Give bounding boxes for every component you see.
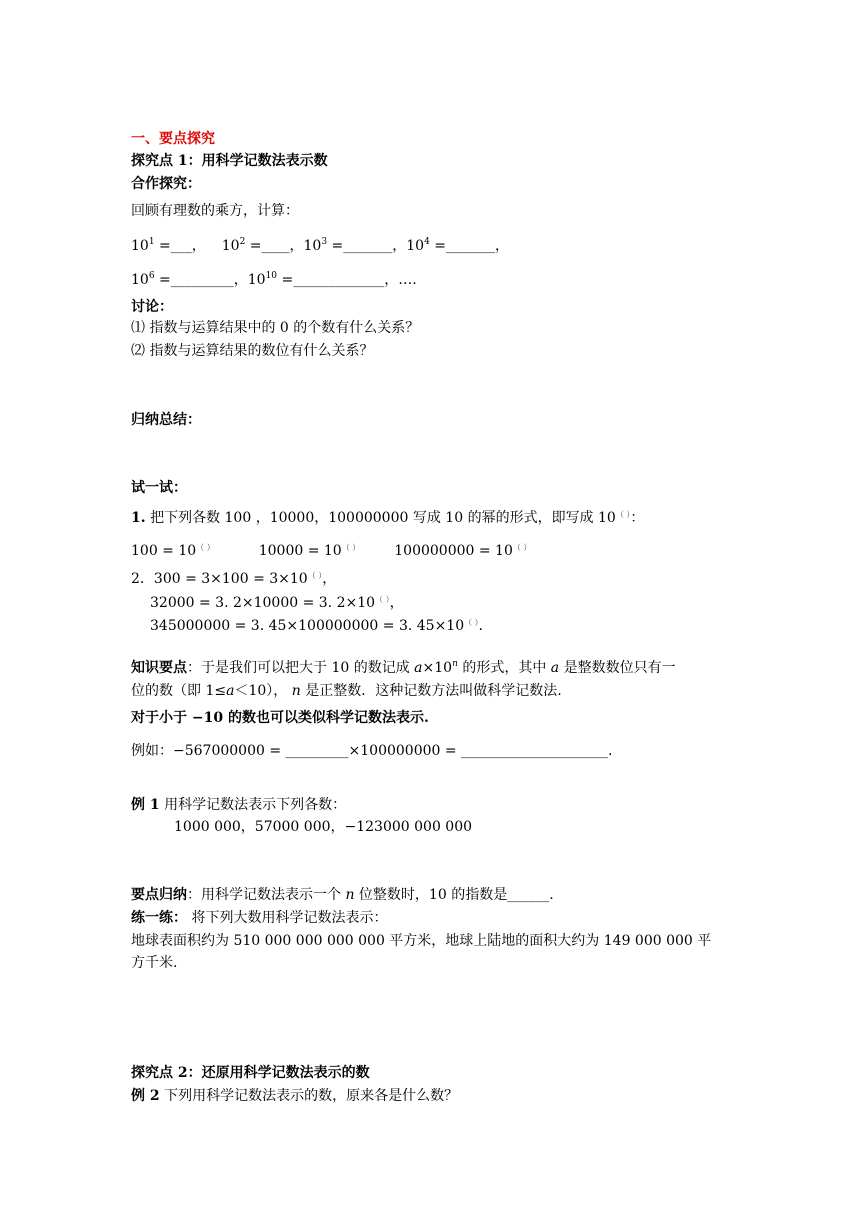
power-eq: =___， [154, 238, 206, 254]
point2-title: 探究点 2：还原用科学记数法表示的数 [131, 1065, 370, 1081]
equation-tail: ． [478, 618, 493, 634]
discuss-question-1: ⑴ 指数与运算结果中的 0 的个数有什么关系？ [131, 320, 420, 336]
knowledge-text: 的形式，其中 [457, 660, 551, 676]
question-tail: ： [630, 510, 645, 526]
earth-line-2: 方千米. [131, 955, 178, 971]
discuss-title: 讨论： [131, 299, 173, 315]
summary-2 [131, 885, 554, 905]
equation-tail: ， [322, 571, 337, 587]
try-row-1 [131, 538, 531, 561]
knowledge-text: ＜10）， [234, 683, 292, 699]
blank-parens: （ ） [615, 510, 631, 519]
blank-parens: （ ） [307, 571, 323, 580]
var-a: a [414, 660, 423, 676]
blank-parens: （ ） [341, 543, 361, 552]
power-eq: =_______， [327, 238, 407, 254]
knowledge-label: 知识要点 [131, 660, 187, 676]
example-1-label: 例 1 [131, 797, 160, 813]
summary-2-label: 要点归纳 [131, 887, 187, 903]
less-than-title: 对于小于 −10 的数也可以类似科学记数法表示. [131, 710, 429, 726]
summary-2-text: ：用科学记数法表示一个 [187, 887, 346, 903]
power-base: 10 [131, 272, 149, 288]
question-number: 1. [131, 510, 146, 526]
power-eq: =_______， [429, 238, 509, 254]
blank-parens: （ ） [512, 543, 532, 552]
knowledge-line-1 [131, 658, 676, 678]
var-n: n [345, 887, 355, 903]
power-exp: 3 [321, 237, 328, 247]
knowledge-text: 位的数（即 1≤ [131, 683, 227, 699]
power-exp: 4 [424, 237, 430, 247]
equation-text: 345000000 = 3. 45×100000000 = 3. 45×10 [150, 618, 465, 634]
knowledge-text: ：于是我们可以把大于 10 的数记成 [187, 660, 415, 676]
power-exp: 6 [148, 271, 155, 281]
blank-parens: （ ） [196, 543, 215, 552]
example-1 [131, 795, 346, 815]
power-base: 10 [221, 238, 240, 254]
example-1-numbers: 1000 000，57000 000，−123000 000 000 [174, 819, 473, 835]
try-row-item: 100 = 10 [131, 543, 197, 559]
power-exp: 1 [148, 237, 155, 247]
practice-line [131, 908, 387, 928]
example-2-text: 下列用科学记数法表示的数，原来各是什么数？ [159, 1088, 459, 1104]
power-base: 10 [406, 238, 425, 254]
power-exp: 2 [239, 237, 246, 247]
try-row-item: 100000000 = 10 [394, 543, 513, 559]
coop-title: 合作探究： [131, 176, 201, 192]
power-base: 10 [303, 238, 322, 254]
blank-parens: （ ） [375, 595, 390, 604]
try-question-2b [150, 590, 404, 613]
knowledge-text: 是正整数．这种记数方法叫做科学记数法. [300, 683, 562, 699]
example-line: 例如：−567000000 = _________×100000000 = _____________________. [131, 743, 613, 759]
try-question-2a [131, 566, 336, 589]
try-question-1 [131, 505, 644, 528]
power-base: 10 [131, 238, 149, 254]
practice-label: 练一练： [131, 910, 187, 926]
var-a: a [226, 683, 235, 699]
var-n: n [291, 683, 301, 699]
section1-title: 一、要点探究 [131, 131, 215, 147]
discuss-question-2: ⑵ 指数与运算结果的数位有什么关系？ [131, 343, 374, 359]
powers-line-2 [131, 270, 417, 290]
knowledge-times: ×10 [422, 660, 453, 676]
var-a: a [550, 660, 560, 676]
power-base: 10 [247, 272, 266, 288]
blank-parens: （ ） [464, 618, 479, 627]
review-text: 回顾有理数的乘方，计算： [131, 203, 299, 219]
example-2-label: 例 2 [131, 1088, 160, 1104]
power-eq: =_________， [154, 272, 248, 288]
power-exp: 10 [265, 271, 278, 281]
knowledge-text: 是整数数位只有一 [559, 660, 676, 676]
equation-text: 32000 = 3. 2×10000 = 3. 2×10 [150, 595, 376, 611]
summary-2-text: 位整数时，10 的指数是______. [354, 887, 554, 903]
power-eq: =_____________，…. [277, 272, 417, 288]
knowledge-line-2 [131, 681, 562, 701]
try-row-item: 10000 = 10 [258, 543, 342, 559]
power-eq: =____， [245, 238, 304, 254]
summary-title: 归纳总结： [131, 412, 201, 428]
example-1-text: 用科学记数法表示下列各数： [159, 797, 347, 813]
var-n-exp: n [452, 659, 458, 669]
equation-tail: ， [389, 595, 404, 611]
powers-line-1 [131, 236, 509, 256]
example-2 [131, 1086, 458, 1106]
try-question-2c [150, 613, 493, 636]
practice-text: 将下列大数用科学记数法表示： [187, 910, 388, 926]
earth-line-1: 地球表面积约为 510 000 000 000 000 平方米，地球上陆地的面积大约为 149 000 000 平 [131, 933, 712, 949]
equation-text: 2．300 = 3×100 = 3×10 [131, 571, 308, 587]
point1-title: 探究点 1：用科学记数法表示数 [131, 153, 328, 169]
try-title: 试一试： [131, 480, 187, 496]
question-text: 把下列各数 100 ，10000，100000000 写成 10 的幂的形式，即写成 10 [145, 510, 616, 526]
